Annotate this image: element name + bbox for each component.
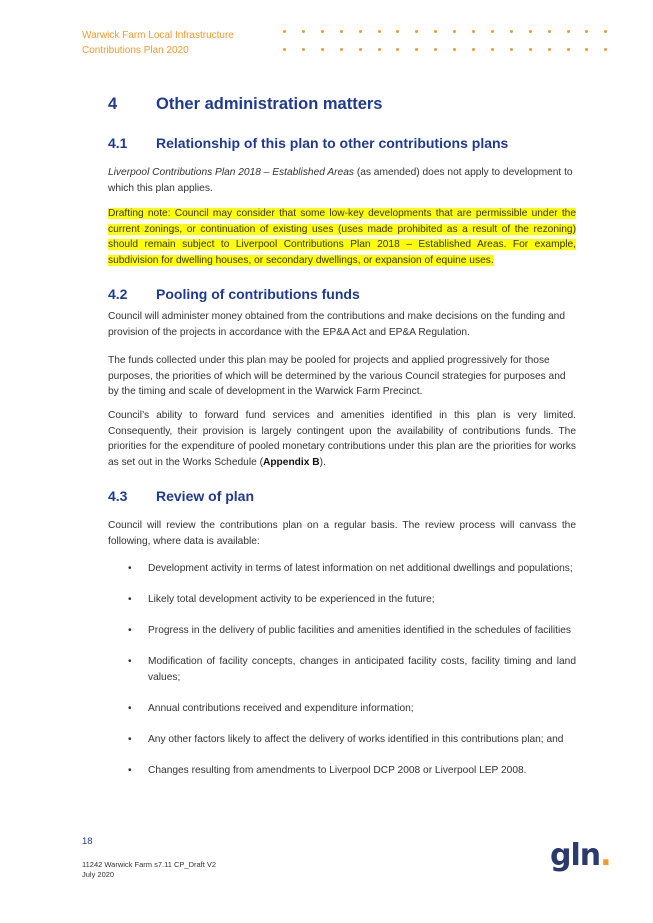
bullet: • [128, 764, 132, 776]
decorative-dot [359, 48, 362, 51]
paragraph-text: (as amended) does not apply to development to which this plan applies. [108, 167, 573, 194]
decorative-dot [340, 48, 343, 51]
paragraph-4-2-1: Council will administer money obtained from the contributions and make decisions on the funding and provision of the projects in accordance with the EP&A Act and EP&A Regulation. [108, 311, 565, 338]
decorative-dot [472, 48, 475, 51]
paragraph-text: Council’s ability to forward fund services and amenities identified in this plan is very limited. Consequently, their provision is largely contingent upon the availability of contributions funds. The priorities for the expenditure of pooled monetary contributions under this plan are the priorities for works as set out in the Works Schedule ( [108, 410, 576, 468]
decorative-dot [415, 48, 418, 51]
document-date: July 2020 [82, 870, 115, 879]
decorative-dot [283, 48, 286, 51]
bullet: • [128, 625, 132, 636]
plan-name: Liverpool Contributions Plan 2018 – Established Areas [108, 167, 354, 178]
decorative-dot [529, 48, 532, 51]
list-item-text: Annual contributions received and expenditure information; [148, 702, 414, 714]
header-dot-pattern [283, 30, 605, 56]
subsection-number: 4.3 [108, 488, 128, 504]
bullet: • [128, 733, 132, 745]
subsection-heading-4-1 [108, 135, 508, 151]
decorative-dot [585, 48, 588, 51]
list-item-text: Modification of facility concepts, changes in anticipated facility costs, facility timing and land values; [148, 656, 576, 683]
decorative-dot [548, 48, 551, 51]
paragraph-4-3-intro: Council will review the contributions plan on a regular basis. The review process will canvass the following, where data is available: [108, 520, 576, 547]
drafting-note-text: Drafting note: Council may consider that some low-key developments that are permissible under the current zonings, or continuation of existing uses (uses made prohibited as a result of the rezoning) should remain subject to Liverpool Contributions Plan 2018 – Established Areas. For example, subdivision for dwelling houses, or secondary dwellings, or expansion of equine uses. [108, 208, 576, 266]
list-item-text: Changes resulting from amendments to Liverpool DCP 2008 or Liverpool LEP 2008. [148, 764, 527, 776]
decorative-dot [604, 30, 607, 33]
document-reference: 11242 Warwick Farm s7.11 CP_Draft V2 [82, 860, 217, 869]
decorative-dot [378, 48, 381, 51]
decorative-dot [302, 30, 305, 33]
decorative-dot [396, 30, 399, 33]
list-item-text: Any other factors likely to affect the delivery of works identified in this contributions plan; and [148, 733, 564, 745]
decorative-dot [453, 48, 456, 51]
review-criteria-list [108, 561, 576, 794]
decorative-dot [340, 30, 343, 33]
header-line-2: Contributions Plan 2020 [82, 44, 189, 56]
list-item [108, 654, 576, 685]
decorative-dot [283, 30, 286, 33]
paragraph-4-2-2: The funds collected under this plan may be pooled for projects and applied progressively for those purposes, the priorities of which will be determined by the various Council strategies for purposes and by the timing and scale of development in the Warwick Farm Precinct. [108, 355, 566, 397]
decorative-dot [567, 30, 570, 33]
decorative-dot [359, 30, 362, 33]
subsection-title: Relationship of this plan to other contributions plans [156, 135, 509, 151]
decorative-dot [548, 30, 551, 33]
subsection-number: 4.2 [108, 286, 128, 302]
decorative-dot [510, 48, 513, 51]
gln-logo [550, 838, 611, 873]
decorative-dot [585, 30, 588, 33]
list-item [108, 763, 576, 779]
logo-dot: . [600, 838, 611, 873]
paragraph-4-1 [108, 165, 576, 196]
subsection-title: Review of plan [156, 488, 255, 504]
bullet: • [128, 594, 132, 605]
section-heading [108, 95, 382, 114]
decorative-dot [321, 48, 324, 51]
decorative-dot [302, 48, 305, 51]
decorative-dot [491, 30, 494, 33]
decorative-dot [434, 48, 437, 51]
decorative-dot [567, 48, 570, 51]
list-item [108, 623, 576, 639]
footer-info [82, 860, 216, 880]
decorative-dot [604, 48, 607, 51]
decorative-dot [415, 30, 418, 33]
decorative-dot [321, 30, 324, 33]
logo-text: gln [550, 838, 601, 873]
page-number: 18 [82, 836, 93, 847]
subsection-heading-4-2 [108, 286, 360, 302]
header-line-1: Warwick Farm Local Infrastructure [82, 30, 234, 41]
list-item-text: Progress in the delivery of public facilities and amenities identified in the schedules of facilities [148, 625, 572, 636]
section-title: Other administration matters [156, 95, 383, 113]
dot-row-1 [283, 30, 605, 34]
bullet: • [128, 563, 132, 574]
paragraph-text-end: ). [319, 456, 326, 468]
subsection-number: 4.1 [108, 135, 128, 151]
bullet: • [128, 702, 132, 714]
list-item-text: Likely total development activity to be experienced in the future; [148, 594, 435, 605]
decorative-dot [378, 30, 381, 33]
list-item [108, 592, 576, 608]
subsection-heading-4-3 [108, 488, 254, 504]
decorative-dot [472, 30, 475, 33]
decorative-dot [434, 30, 437, 33]
list-item [108, 561, 576, 577]
header-title [82, 29, 234, 58]
drafting-note [108, 206, 576, 268]
decorative-dot [453, 30, 456, 33]
section-number: 4 [108, 95, 118, 113]
dot-row-2 [283, 48, 605, 52]
decorative-dot [510, 30, 513, 33]
subsection-title: Pooling of contributions funds [156, 286, 360, 302]
list-item [108, 701, 576, 717]
appendix-ref: Appendix B [262, 456, 320, 468]
decorative-dot [491, 48, 494, 51]
paragraph-4-2-3 [108, 408, 576, 470]
bullet: • [128, 656, 132, 667]
list-item-text: Development activity in terms of latest information on net additional dwellings and populations; [148, 563, 573, 574]
decorative-dot [396, 48, 399, 51]
decorative-dot [529, 30, 532, 33]
list-item [108, 732, 576, 748]
